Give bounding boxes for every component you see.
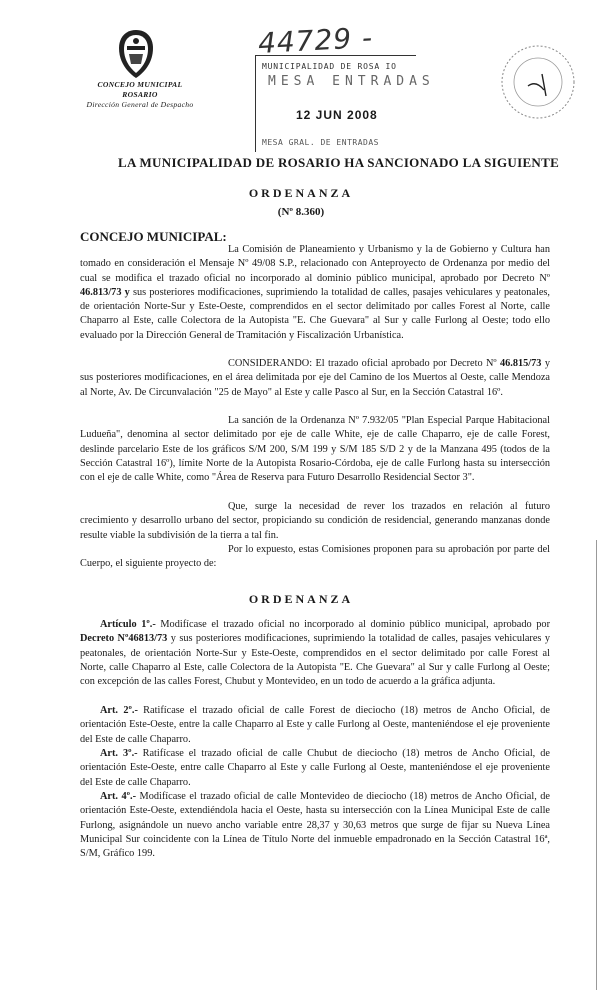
ordinance-heading: ORDENANZA (248, 186, 354, 200)
addressee-heading: CONCEJO MUNICIPAL: (80, 229, 227, 244)
paragraph-text: CONSIDERANDO: El trazado oficial aprobado por Decreto Nº (228, 358, 500, 369)
paragraph-ordinance-7932: La sanción de la Ordenanza Nº 7.932/05 "Plan Especial Parque Habitacional Ludueña", denomina al sector delimitado por eje de calle White, eje de calle Chaparro, eje de calle Forest, deslinde parcelario Este de los gráficos S/M 200, S/M 199 y S/M 185 S/D 2 y de la Manzana 495 (todos de la Sección Catastral 16º), límite Norte de la Autopista Rosario-Córdoba, eje de calle Furlong hasta su intersección con el eje de calle White, como "Área de Reserva para Futuro Desarrollo Residencial Sector 3". (80, 415, 550, 484)
paragraph-text: La Comisión de Planeamiento y Urbanismo y la de Gobierno y Cultura han tomado en consideración el Mensaje Nº 49/08 S.P., relacionado con Anteproyecto de Ordenanza por medio del cual se modifica el trazado oficial no incorporado al dominio público municipal, aprobado por Decreto Nº (80, 244, 550, 284)
article-text: Ratifícase el trazado oficial de calle Chubut de dieciocho (18) metros de Ancho Oficial, de orientación Este-Oeste, entre calle Chaparro al Este y calle Furlong al Oeste, manteniéndose el eje proveniente del Este de calle Chaparro. (80, 748, 550, 788)
paragraph-need: Que, surge la necesidad de rever los trazados en relación al futuro crecimiento y desarrollo urbano del sector, propiciando su condición de residencial, generando manzanas donde resulte viable la subdivisión de la tierra a tal fin. (80, 501, 550, 541)
stamp-municipality: MUNICIPALIDAD DE ROSA IO (262, 62, 397, 71)
handwritten-file-number: 44729 - (257, 21, 374, 60)
article-text: y sus posteriores modificaciones, suprimiendo la totalidad de calles, pasajes vehiculares y peatonales, de orientación Norte-Sur y Este-Oeste, comprendidos en el sector delimitado por calle Forest al Norte, calle Chaparro al Este, calle Colectora de la Autopista "E. Che Guevara" al Sur y calle Furlong al Oeste; con excepción de las calles Forest, Chubut y Montevideo, en un todo de acuerdo a la gráfica adjunta. (80, 633, 551, 688)
round-seal-icon (498, 40, 578, 124)
decree-reference: 46.813/73 y (80, 286, 130, 298)
ordinance-heading-2: ORDENANZA (248, 592, 354, 606)
article-1 (80, 618, 550, 689)
council-letterhead (70, 80, 210, 110)
paragraph-proposal: Por lo expuesto, estas Comisiones proponen para su aprobación por parte del Cuerpo, el siguiente proyecto de: (80, 544, 550, 570)
article-4 (80, 790, 550, 861)
paragraph-text: sus posteriores modificaciones, suprimiendo la totalidad de calles, pasajes vehiculares y peatonales, de orientación Norte-Sur y Este-Oeste, comprendidos en el sector delimitado por calles Forest al Norte, calle Chaparro al Este, calle Colectora de la Autopista "E. Che Guevara" al Sur y calle Furlong al Oeste; todo ello evaluado por la Dirección General de Tramitación y Fiscalización Urbanística. (80, 286, 550, 341)
stamp-entries: MESA ENTRADAS (268, 74, 435, 89)
council-department: Dirección General de Despacho (86, 100, 194, 109)
article-text: Modifícase el trazado oficial de calle Montevideo de dieciocho (18) metros de Ancho Oficial, de orientación Este-Oeste, extendiéndola hacia el Oeste, hasta su intersección con la Línea Municipal Este de calle Furlong, asignándole un nuevo ancho variable entre 28,37 y 30,63 metros que surge de fijar su Nueva Línea Municipal Sur coincidente con la Línea de Título Norte del inmueble empadronado en la Sección Catastral 16ª, S/M, Gráfico 199. (80, 791, 550, 860)
ordinance-number: (Nº 8.360) (277, 206, 325, 218)
decree-reference: 46.815/73 (499, 358, 542, 369)
scan-edge-line (596, 540, 597, 990)
coat-of-arms-icon (113, 28, 159, 80)
paragraph-considerando (80, 357, 550, 400)
article-label: Art. 4º.- (100, 791, 137, 802)
article-label: Art. 2º.- (100, 705, 138, 716)
decree-reference: Decreto Nº46813/73 (80, 633, 168, 645)
stamp-date: 12 JUN 2008 (296, 108, 378, 122)
paragraph-text: y sus posteriores modificaciones, en el área delimitada por eje del Camino de los Muertos al Oeste, calle Mendoza al Norte, Av. De Circunvalación "25 de Mayo" al Este y calle Pasco al Sur, en la Sección Catastral 16º. (80, 358, 550, 398)
article-2 (80, 704, 550, 747)
council-name: CONCEJO MUNICIPAL (97, 80, 183, 89)
council-city: ROSARIO (122, 90, 158, 99)
paragraph-intro (80, 243, 550, 343)
article-text: Modifícase el trazado oficial no incorporado al dominio público municipal, aprobado por (155, 619, 551, 630)
article-text: Ratifícase el trazado oficial de calle Forest de dieciocho (18) metros de Ancho Oficial, de orientación Este-Oeste, entre la calle Chaparro al Este y calle Furlong al Oeste, manteniéndose el eje proveniente del Este de calle Chaparro. (80, 705, 550, 745)
article-label: Artículo 1º.- (100, 619, 156, 630)
stamp-mesa-general: MESA GRAL. DE ENTRADAS (262, 138, 379, 147)
article-3 (80, 747, 550, 790)
page-title: LA MUNICIPALIDAD DE ROSARIO HA SANCIONADO LA SIGUIENTE (118, 155, 560, 170)
article-label: Art. 3º.- (100, 748, 138, 759)
